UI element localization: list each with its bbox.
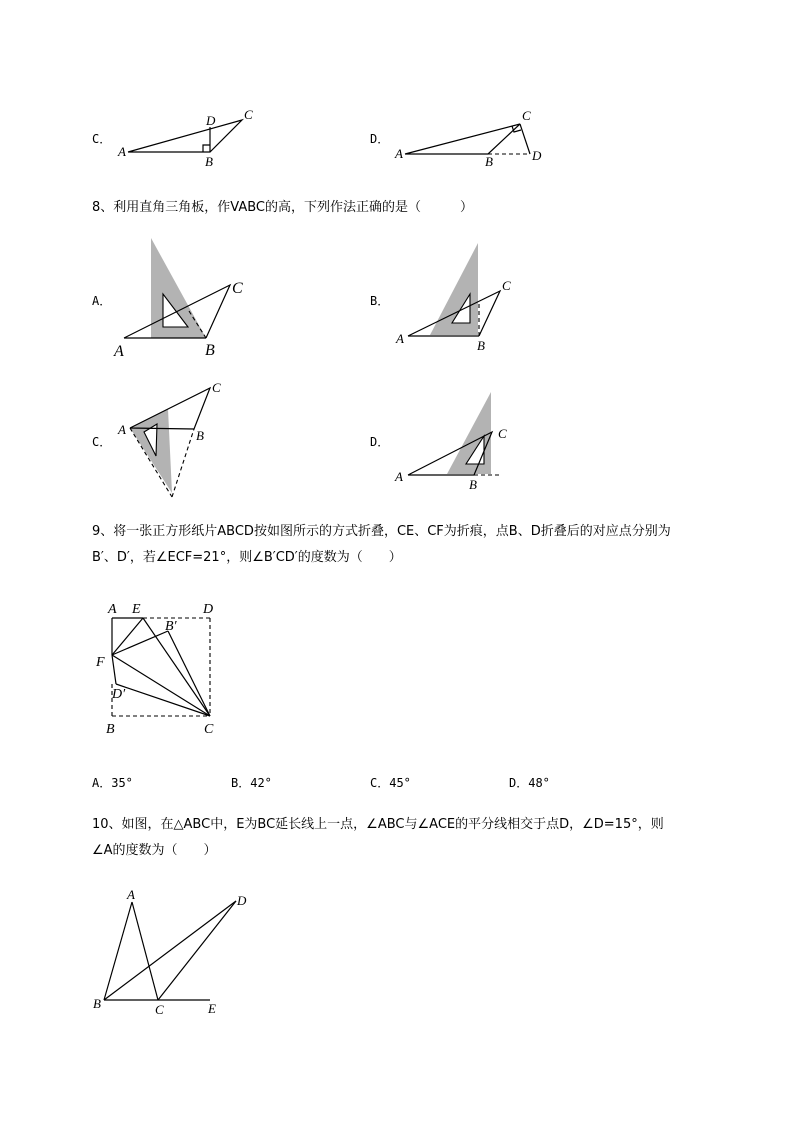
- q9-stem-line1: 9、将一张正方形纸片ABCD按如图所示的方式折叠，CE、CF为折痕，点B、D折叠后的对应点分别为: [92, 524, 671, 539]
- q8a-label-b: B: [205, 342, 215, 359]
- q10-stem-line2: ∠A的度数为（ ）: [92, 843, 217, 858]
- q9-label-b: B: [106, 722, 115, 737]
- q8c-label-a: A: [118, 422, 126, 437]
- q9-option-d: D．48°: [509, 776, 550, 790]
- q7-option-d-label: D．: [370, 132, 390, 146]
- q8b-label-a: A: [396, 331, 404, 346]
- q9-label-e: E: [132, 602, 141, 617]
- q10-label-b: B: [93, 996, 101, 1011]
- q9-label-f: F: [96, 655, 105, 670]
- q9-label-b-prime: B′: [165, 619, 177, 634]
- q9-option-c: C．45°: [370, 776, 411, 790]
- q10-label-c: C: [155, 1002, 164, 1017]
- q8-option-b-label: B．: [370, 294, 390, 308]
- q8d-label-a: A: [395, 469, 403, 484]
- q9-option-a: A．35°: [92, 776, 133, 790]
- q7-option-c-label: C．: [92, 132, 112, 146]
- q10-stem-line1: 10、如图，在△ABC中，E为BC延长线上一点，∠ABC与∠ACE的平分线相交于点D，∠D=15°，则: [92, 817, 664, 832]
- q8a-label-a: A: [114, 343, 124, 360]
- q7d-label-b: B: [485, 154, 493, 169]
- q8d-label-b: B: [469, 477, 477, 492]
- q7c-label-b: B: [205, 154, 213, 169]
- q8b-label-c: C: [502, 278, 511, 293]
- q8-option-d-label: D．: [370, 435, 390, 449]
- q8-stem: 8、利用直角三角板，作VABC的高，下列作法正确的是（ ）: [92, 200, 473, 215]
- q9-label-a: A: [108, 602, 117, 617]
- q10-label-a: A: [127, 887, 135, 902]
- q8-option-a-label: A．: [92, 294, 112, 308]
- q8-option-c-label: C．: [92, 435, 112, 449]
- q7d-label-d: D: [532, 148, 542, 163]
- q8b-label-b: B: [477, 338, 485, 353]
- q8c-label-c: C: [212, 380, 221, 395]
- q7c-label-d: D: [206, 113, 216, 128]
- q10-label-d: D: [237, 893, 247, 908]
- q8a-label-c: C: [232, 280, 243, 297]
- q10-triangle-figure: [93, 887, 247, 1017]
- q7d-label-a: A: [395, 146, 403, 161]
- q10-label-e: E: [208, 1001, 216, 1016]
- q8c-label-b: B: [196, 428, 204, 443]
- q7c-label-c: C: [244, 107, 253, 122]
- q9-stem-line2: B′、D′，若∠ECF=21°，则∠B′CD′的度数为（ ）: [92, 550, 402, 565]
- q9-label-d-prime: D′: [112, 687, 126, 702]
- q9-option-b: B．42°: [231, 776, 272, 790]
- q8d-label-c: C: [498, 426, 507, 441]
- q9-label-d: D: [203, 602, 214, 617]
- q7c-label-a: A: [118, 144, 126, 159]
- q7d-label-c: C: [522, 108, 531, 123]
- q9-label-c: C: [204, 722, 214, 737]
